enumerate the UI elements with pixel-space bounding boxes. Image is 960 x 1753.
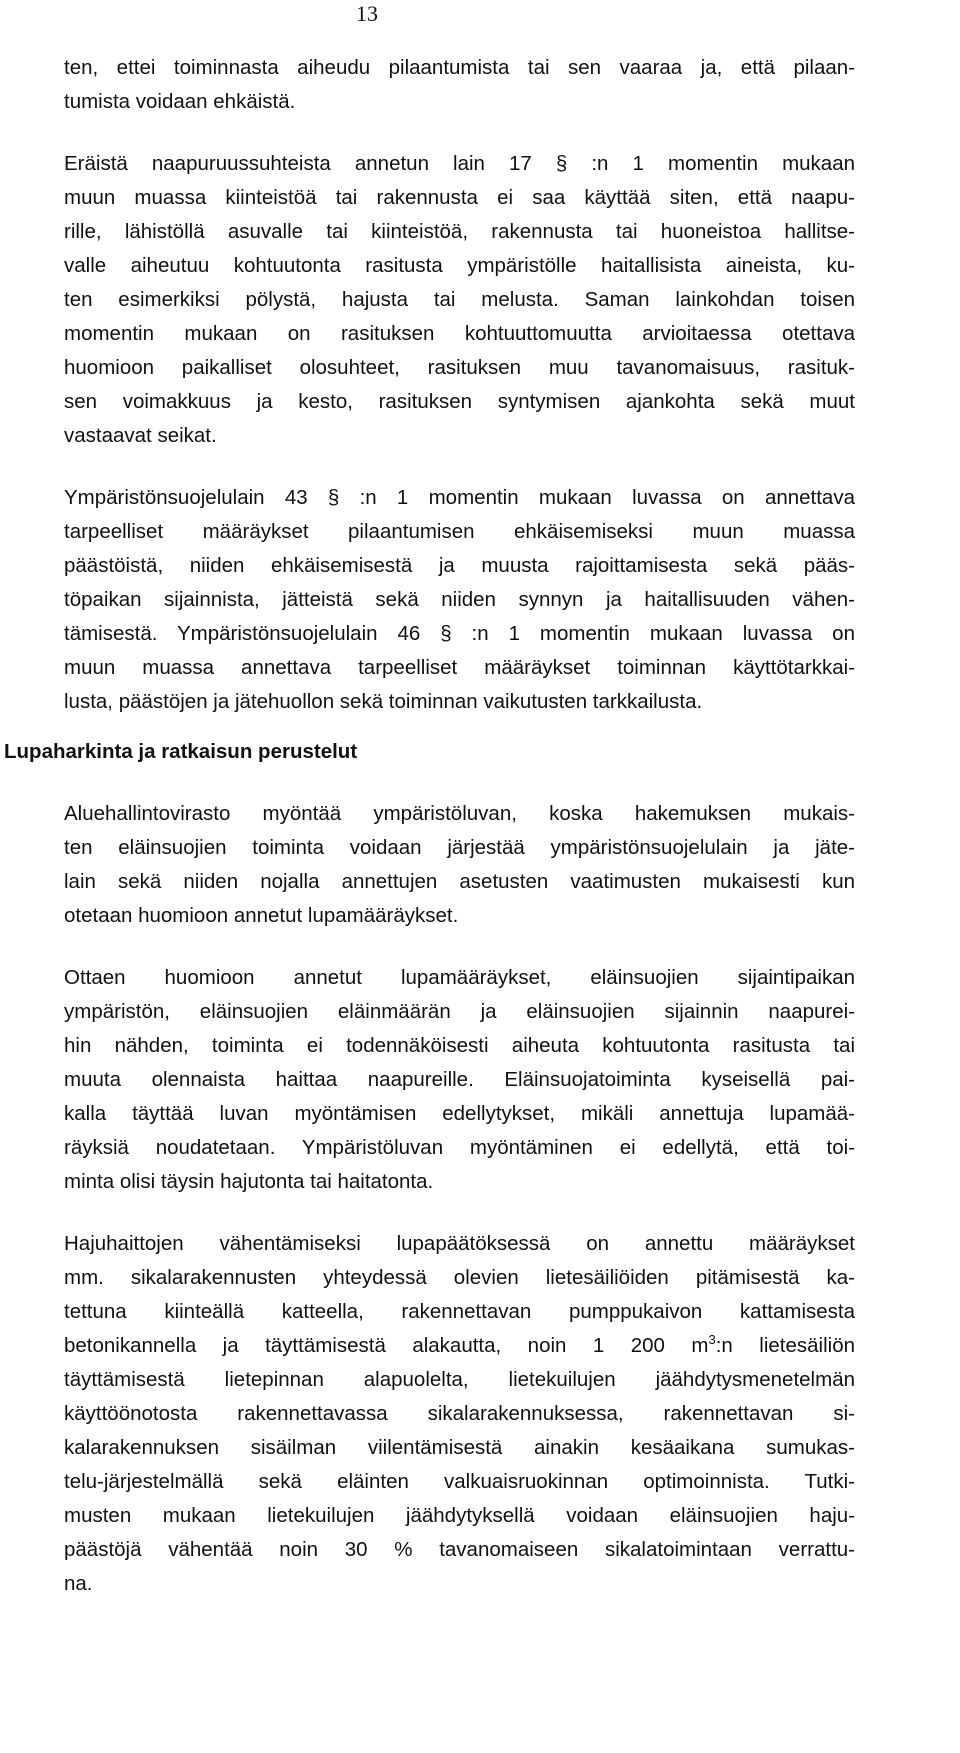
text-line: hin nähden, toiminta ei todennäköisesti aiheuta kohtuutonta rasitusta tai bbox=[64, 1034, 855, 1057]
text-line-with-superscript bbox=[64, 1334, 855, 1358]
text-line-part: betonikannella ja täyttämisestä alakautta, noin 1 200 m bbox=[64, 1334, 709, 1357]
text-line: Ympäristönsuojelulain 43 § :n 1 momentin mukaan luvassa on annettava bbox=[64, 486, 855, 509]
text-line: musten mukaan lietekuilujen jäähdytyksellä voidaan eläinsuojien haju- bbox=[64, 1504, 855, 1527]
text-line: muuta olennaista haittaa naapureille. Eläinsuojatoiminta kyseisellä pai- bbox=[64, 1068, 855, 1091]
text-line: ten, ettei toiminnasta aiheudu pilaantumista tai sen vaaraa ja, että pilaan- bbox=[64, 56, 855, 79]
text-line: päästöjä vähentää noin 30 % tavanomaiseen sikalatoimintaan verrattu- bbox=[64, 1538, 855, 1561]
text-line: Ottaen huomioon annetut lupamääräykset, eläinsuojien sijaintipaikan bbox=[64, 966, 855, 989]
section-heading: Lupaharkinta ja ratkaisun perustelut bbox=[4, 740, 358, 763]
text-line: ten esimerkiksi pölystä, hajusta tai melusta. Saman lainkohdan toisen bbox=[64, 288, 855, 311]
text-line: sen voimakkuus ja kesto, rasituksen syntymisen ajankohta sekä muut bbox=[64, 390, 855, 413]
text-line: tarpeelliset määräykset pilaantumisen ehkäisemiseksi muun muassa bbox=[64, 520, 855, 543]
text-line: na. bbox=[64, 1572, 93, 1595]
text-line: Aluehallintovirasto myöntää ympäristöluvan, koska hakemuksen mukais- bbox=[64, 802, 855, 825]
text-line: otetaan huomioon annetut lupamääräykset. bbox=[64, 904, 459, 927]
text-line: rille, lähistöllä asuvalle tai kiinteistöä, rakennusta tai huoneistoa hallitse- bbox=[64, 220, 855, 243]
text-line-part: :n lietesäiliön bbox=[715, 1334, 855, 1357]
text-line: muun muassa annettava tarpeelliset määräykset toiminnan käyttötarkkai- bbox=[64, 656, 855, 679]
text-line: ten eläinsuojien toiminta voidaan järjestää ympäristönsuojelulain ja jäte- bbox=[64, 836, 855, 859]
text-line: mm. sikalarakennusten yhteydessä olevien lietesäiliöiden pitämisestä ka- bbox=[64, 1266, 855, 1289]
text-line: minta olisi täysin hajutonta tai haitatonta. bbox=[64, 1170, 434, 1193]
text-line: telu-järjestelmällä sekä eläinten valkuaisruokinnan optimoinnista. Tutki- bbox=[64, 1470, 855, 1493]
text-line: päästöistä, niiden ehkäisemisestä ja muusta rajoittamisesta sekä pääs- bbox=[64, 554, 855, 577]
page-number: 13 bbox=[356, 1, 378, 26]
text-line: täyttämisestä lietepinnan alapuolelta, lietekuilujen jäähdytysmenetelmän bbox=[64, 1368, 855, 1391]
text-line: tettuna kiinteällä katteella, rakennettavan pumppukaivon kattamisesta bbox=[64, 1300, 855, 1323]
text-line: käyttöönotosta rakennettavassa sikalarakennuksessa, rakennettavan si- bbox=[64, 1402, 855, 1425]
text-line: tumista voidaan ehkäistä. bbox=[64, 90, 296, 113]
text-line: muun muassa kiinteistöä tai rakennusta ei saa käyttää siten, että naapu- bbox=[64, 186, 855, 209]
text-line: kalarakennuksen sisäilman viilentämisestä ainakin kesäaikana sumukas- bbox=[64, 1436, 855, 1459]
text-line: huomioon paikalliset olosuhteet, rasituksen muu tavanomaisuus, rasituk- bbox=[64, 356, 855, 379]
text-line: Hajuhaittojen vähentämiseksi lupapäätöksessä on annettu määräykset bbox=[64, 1232, 855, 1255]
text-line: töpaikan sijainnista, jätteistä sekä niiden synnyn ja haitallisuuden vähen- bbox=[64, 588, 855, 611]
text-line: valle aiheutuu kohtuutonta rasitusta ympäristölle haitallisista aineista, ku- bbox=[64, 254, 855, 277]
text-line: Eräistä naapuruussuhteista annetun lain 17 § :n 1 momentin mukaan bbox=[64, 152, 855, 175]
text-line: lain sekä niiden nojalla annettujen asetusten vaatimusten mukaisesti kun bbox=[64, 870, 855, 893]
text-line: ympäristön, eläinsuojien eläinmäärän ja eläinsuojien sijainnin naapurei- bbox=[64, 1000, 855, 1023]
text-line: tämisestä. Ympäristönsuojelulain 46 § :n 1 momentin mukaan luvassa on bbox=[64, 622, 855, 645]
text-line: kalla täyttää luvan myöntämisen edellytykset, mikäli annettuja lupamää- bbox=[64, 1102, 855, 1125]
text-line: lusta, päästöjen ja jätehuollon sekä toiminnan vaikutusten tarkkailusta. bbox=[64, 690, 703, 713]
superscript: 3 bbox=[708, 1332, 716, 1347]
text-line: vastaavat seikat. bbox=[64, 424, 217, 447]
text-line: räyksiä noudatetaan. Ympäristöluvan myöntäminen ei edellytä, että toi- bbox=[64, 1136, 855, 1159]
text-line: momentin mukaan on rasituksen kohtuuttomuutta arvioitaessa otettava bbox=[64, 322, 855, 345]
